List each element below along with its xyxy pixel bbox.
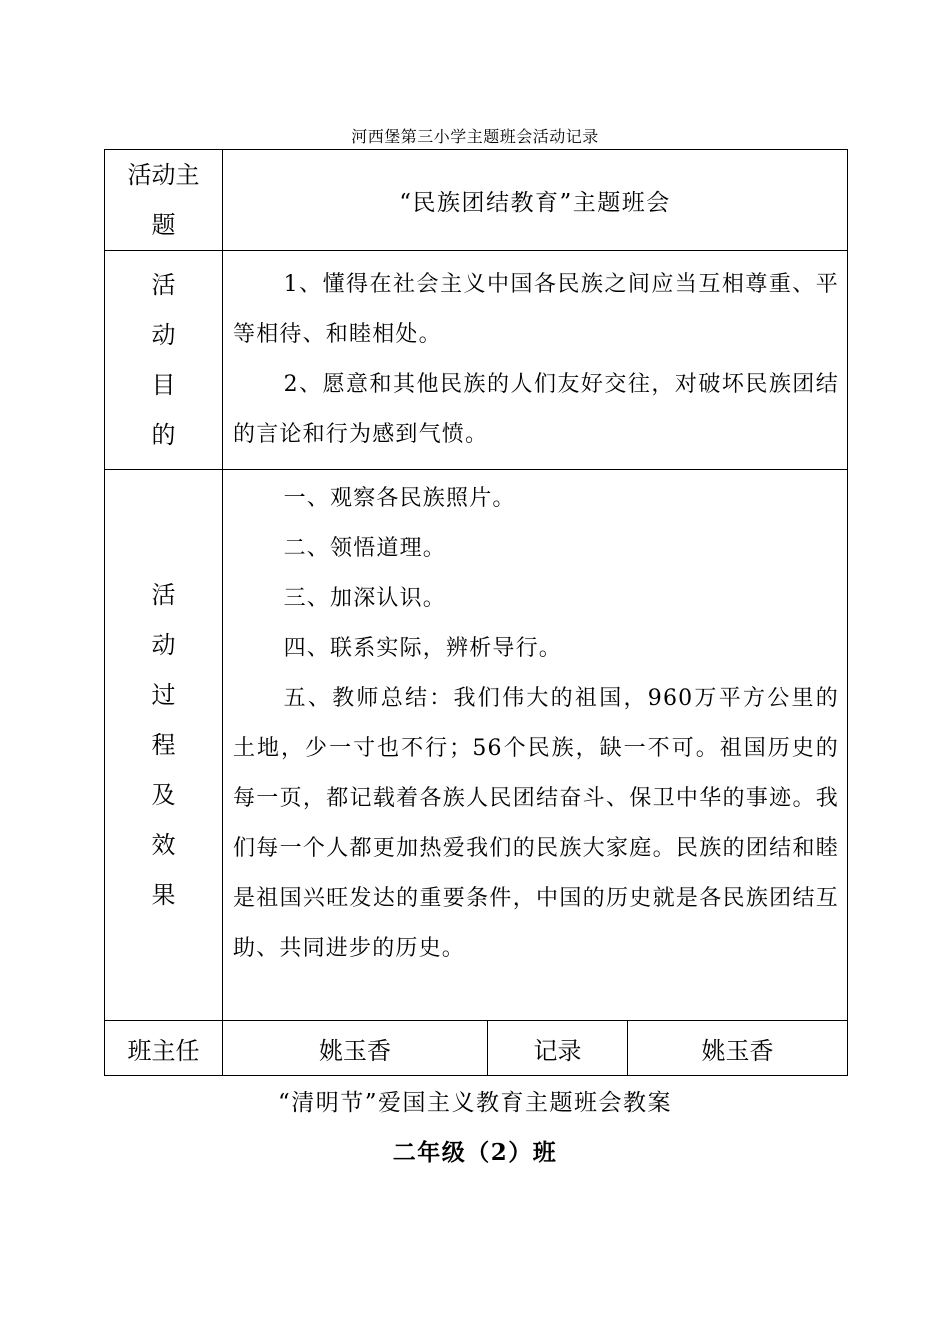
signature-row — [105, 1021, 848, 1076]
process-label-char: 过 — [151, 681, 176, 709]
purpose-label-cell — [105, 251, 223, 470]
purpose-row — [105, 251, 848, 470]
process-step: 四、联系实际，辨析导行。 — [283, 636, 562, 661]
process-label-char: 及 — [151, 781, 176, 809]
process-label-char: 效 — [151, 831, 176, 859]
page-heading: 河西堡第三小学主题班会活动记录 — [351, 127, 599, 146]
activity-record-table — [104, 149, 848, 1076]
process-step: 一、观察各民族照片。 — [283, 486, 516, 511]
purpose-label-char: 目 — [151, 371, 176, 399]
process-label-cell — [105, 470, 223, 1021]
purpose-label-char: 动 — [151, 321, 176, 349]
purpose-item: 2、愿意和其他民族的人们友好交往，对破坏民族团结的言论和行为感到气愤。 — [233, 372, 839, 447]
process-label-char: 果 — [151, 881, 176, 909]
process-label-char: 活 — [151, 581, 176, 609]
teacher-label: 班主任 — [105, 1021, 223, 1076]
teacher-name: 姚玉香 — [223, 1021, 488, 1076]
process-step: 五、教师总结：我们伟大的祖国，960万平方公里的土地，少一寸也不行；56个民族，缺一不可。祖国历史的每一页，都记载着各族人民团结奋斗、保卫中华的事迹。我们每一个人都更加热爱我们的民族大家庭。民族的团结和睦是祖国兴旺发达的重要条件，中国的历史就是各民族团结互助、共同进步的历史。 — [233, 686, 839, 961]
process-content — [223, 470, 848, 1021]
purpose-label-char: 的 — [151, 421, 176, 449]
theme-value: “民族团结教育”主题班会 — [223, 150, 848, 251]
theme-row — [105, 150, 848, 251]
lesson-plan-title: “清明节”爱国主义教育主题班会教案 — [277, 1090, 673, 1116]
process-step: 二、领悟道理。 — [283, 536, 446, 561]
recorder-label: 记录 — [488, 1021, 628, 1076]
recorder-name: 姚玉香 — [628, 1021, 848, 1076]
process-label-char: 程 — [151, 731, 176, 759]
theme-label: 活动主题 — [127, 161, 200, 239]
purpose-item: 1、懂得在社会主义中国各民族之间应当互相尊重、平等相待、和睦相处。 — [233, 272, 839, 347]
purpose-label-char: 活 — [151, 271, 176, 299]
process-label-char: 动 — [151, 631, 176, 659]
theme-label-cell — [105, 150, 223, 251]
purpose-content — [223, 251, 848, 470]
process-row — [105, 470, 848, 1021]
process-step: 三、加深认识。 — [283, 586, 446, 611]
class-name: 二年级（2）班 — [392, 1139, 558, 1166]
